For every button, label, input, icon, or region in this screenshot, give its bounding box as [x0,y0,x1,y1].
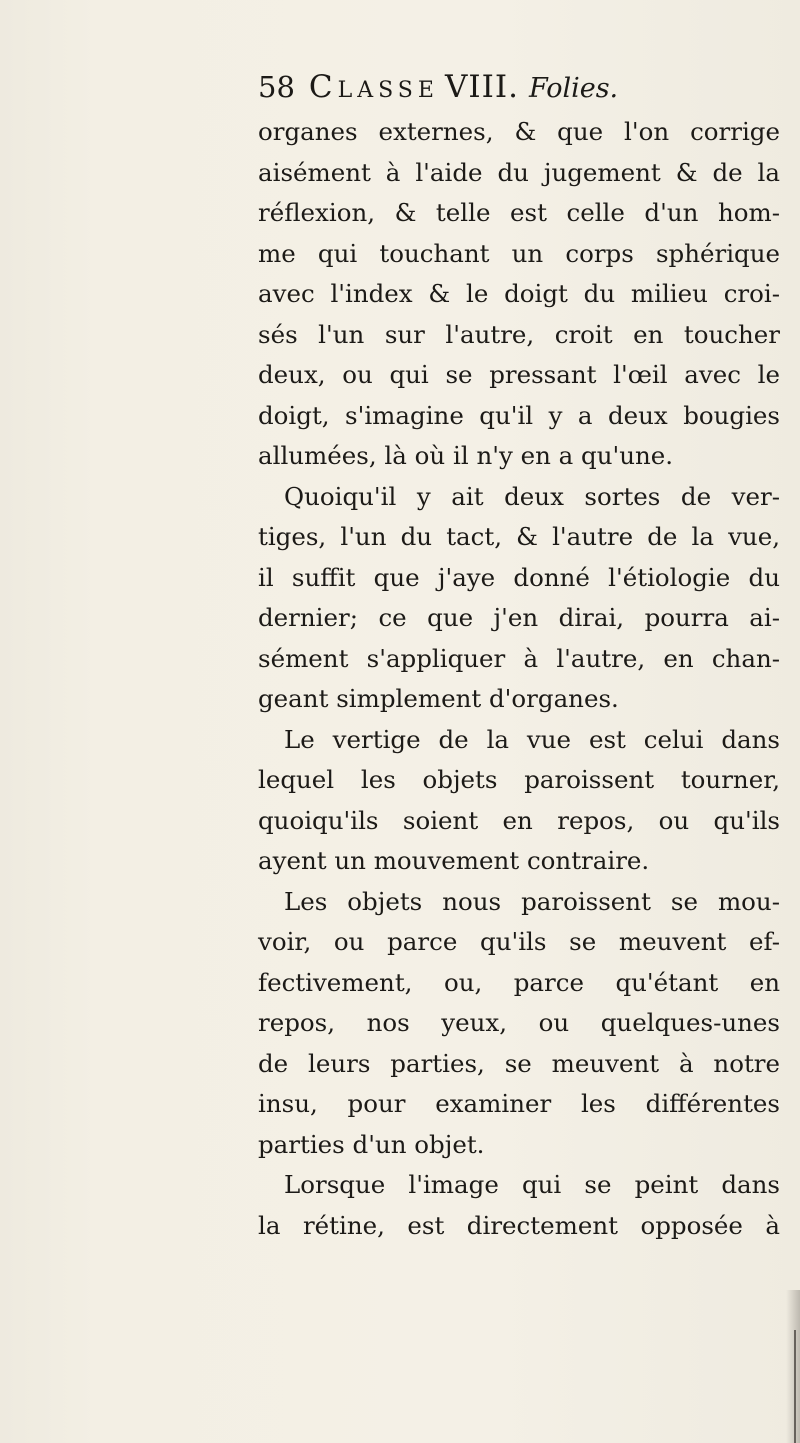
text-line: sément s'appliquer à l'autre, en chan- [258,643,780,673]
text-line: tiges, l'un du tact, & l'autre de la vue, [258,522,780,551]
text-line: lequel les objets paroissent tourner, [258,765,780,794]
text-line: sés l'un sur l'autre, croit en toucher [258,319,780,349]
text-line: organes externes, & que l'on corrige [258,117,780,146]
text-line: me qui touchant un corps sphérique [258,238,780,268]
text-line: fectivement, ou, parce qu'étant en [258,967,780,997]
body-text [258,112,780,1246]
text-line: geant simplement d'organes. [258,684,619,713]
header-classe: Classe [308,69,439,105]
page-edge-shadow [786,1290,800,1443]
text-line: doigt, s'imagine qu'il y a deux bougies [258,400,780,430]
text-line: réflexion, & telle est celle d'un hom- [258,198,780,227]
text-line: allumées, là où il n'y en a qu'une. [258,441,674,470]
text-line: parties d'un objet. [258,1129,485,1159]
text-line: la rétine, est directement opposée à [258,1210,780,1240]
text-line: de leurs parties, se meuvent à notre [258,1048,780,1078]
text-line: insu, pour examiner les différentes [258,1089,780,1118]
text-line: repos, nos yeux, ou quelques-unes [258,1008,780,1037]
text-line: quoiqu'ils soient en repos, ou qu'ils [258,805,780,835]
header-section-title: Folies. [528,73,619,104]
page-number: 58 [258,70,295,104]
running-header [258,69,619,105]
text-line: il suffit que j'aye donné l'étiologie du [258,562,780,592]
text-line: voir, ou parce qu'ils se meuvent ef- [258,927,780,956]
text-line: Le vertige de la vue est celui dans [284,724,780,754]
text-line: dernier; ce que j'en dirai, pourra ai- [258,603,780,632]
text-line: aisément à l'aide du jugement & de la [258,157,780,187]
header-class-number: VIII. [444,69,519,105]
text-line: deux, ou qui se pressant l'œil avec le [258,360,780,389]
text-line: Lorsque l'image qui se peint dans [284,1170,780,1199]
text-line: ayent un mouvement contraire. [258,846,650,875]
text-line: avec l'index & le doigt du milieu croi- [258,279,780,308]
text-line: Les objets nous paroissent se mou- [284,886,780,916]
text-line: Quoiqu'il y ait deux sortes de ver- [284,481,780,511]
page-edge-line [794,1330,796,1443]
